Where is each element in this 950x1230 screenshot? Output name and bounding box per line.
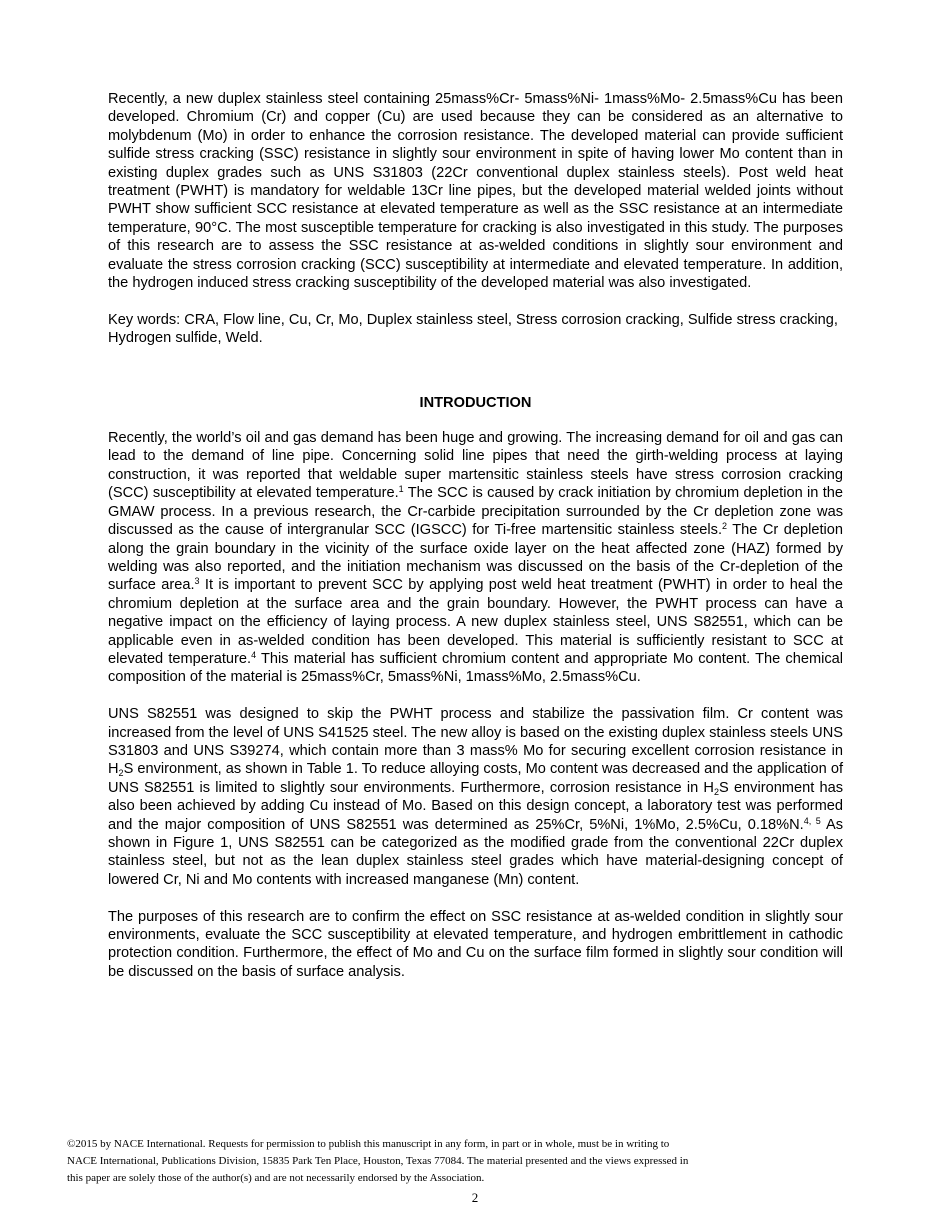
page-number: 2	[471, 1190, 479, 1205]
introduction-paragraph-1	[108, 429, 843, 687]
text-segment: It is important to prevent SCC by applying post weld heat treatment (PWHT) in order to heal the chromium depletion at the surface area and the grain boundary. However, the PWHT process can have a negative impact on the efficiency of laying process. A new duplex stainless steel, UNS S82551, which can be applicable even in as-welded condition has been developed. This material is sufficiently resistant to SCC at elevated temperature.	[108, 577, 843, 667]
copyright-footer	[67, 1136, 787, 1187]
introduction-paragraph-2	[108, 705, 843, 889]
text-segment: As shown in Figure 1, UNS S82551 can be categorized as the modified grade from the conventional 22Cr duplex stainless steel, but not as the lean duplex stainless steel grades which have material-designing concept of lowered Cr, Ni and Mo contents with increased manganese (Mn) content.	[108, 816, 844, 888]
introduction-paragraph-3: The purposes of this research are to confirm the effect on SSC resistance at as-welded condition in slightly sour environments, evaluate the SCC susceptibility at elevated temperature, and hydrogen embrittlement in cathodic protection condition. Furthermore, the effect of Mo and Cu on the surface film formed in slightly sour condition will be discussed on the basis of surface analysis.	[108, 908, 843, 980]
text-segment: S environment has also been achieved by adding Cu instead of Mo. Based on this design concept, a laboratory test was performed and the major composition of UNS S82551 was determined as 25%Cr, 5%Ni, 1%Mo, 2.5%Cu, 0.18%N.	[108, 779, 843, 833]
footer-line: ©2015 by NACE International. Requests for permission to publish this manuscript in any form, in part or in whole, must be in writing to	[67, 1138, 670, 1150]
section-heading-introduction: INTRODUCTION	[419, 394, 532, 411]
main-content	[108, 90, 843, 1000]
reference-marker: 4, 5	[803, 815, 821, 826]
text-segment: The SCC is caused by crack initiation by chromium depletion in the GMAW process. In a previous research, the Cr-carbide precipitation surrounded by the Cr depletion zone was discussed as the cause of intergranular SCC (IGSCC) for Ti-free martensitic stainless steels.	[108, 485, 843, 539]
text-segment: The Cr depletion along the grain boundary in the vicinity of the surface oxide layer on the heat affected zone (HAZ) formed by welding was also reported, and the initiation mechanism was discussed on the basis of the Cr-depletion of the surface area.	[108, 522, 843, 594]
text-segment: S environment, as shown in Table 1. To reduce alloying costs, Mo content was decreased and the application of UNS S82551 is limited to slightly sour environments. Furthermore, corrosion resistance in H	[108, 761, 843, 796]
footer-line: NACE International, Publications Division, 15835 Park Ten Place, Houston, Texas 77084. The material presented and the views expressed in	[67, 1155, 689, 1167]
reference-marker: 1	[398, 484, 404, 495]
abstract-paragraph: Recently, a new duplex stainless steel containing 25mass%Cr- 5mass%Ni- 1mass%Mo- 2.5mass%Cu has been developed. Chromium (Cr) and copper (Cu) are used because they can be considered as an alternative to molybdenum (Mo) in order to enhance the corrosion resistance. The developed material can provide sufficient sulfide stress cracking (SSC) resistance in slightly sour environment in spite of having lower Mo content than in existing duplex grades such as UNS S31803 (22Cr conventional duplex stainless steels). Post weld heat treatment (PWHT) is mandatory for weldable 13Cr line pipes, but the developed material welded joints without PWHT show sufficient SCC resistance at elevated temperature as well as the SSC resistance at an intermediate temperature, 90°C. The most susceptible temperature for cracking is also investigated in this study. The purposes of this research are to assess the SSC resistance at as-welded conditions in slightly sour environment and evaluate the stress corrosion cracking (SCC) susceptibility at intermediate and elevated temperature. In addition, the hydrogen induced stress cracking susceptibility of the developed material was also investigated.	[108, 91, 843, 292]
subscript: 2	[713, 786, 719, 797]
footer-line: this paper are solely those of the author(s) and are not necessarily endorsed by the Association.	[67, 1172, 485, 1184]
text-segment: This material has sufficient chromium content and appropriate Mo content. The chemical composition of the material is 25mass%Cr, 5mass%Ni, 1mass%Mo, 2.5mass%Cu.	[108, 650, 843, 686]
subscript: 2	[118, 768, 124, 779]
reference-marker: 2	[722, 521, 728, 532]
text-segment: UNS S82551 was designed to skip the PWHT process and stabilize the passivation film. Cr content was increased from the level of UNS S41525 steel. The new alloy is based on the existing duplex stainless steels UNS S31803 and UNS S39274, which contain more than 3 mass% Mo for securing excellent corrosion resistance in H	[108, 706, 843, 778]
reference-marker: 4	[251, 649, 257, 660]
keywords: Key words: CRA, Flow line, Cu, Cr, Mo, Duplex stainless steel, Stress corrosion cracking, Sulfide stress cracking, Hydrogen sulfide, Weld.	[108, 311, 838, 347]
reference-marker: 3	[194, 576, 200, 587]
text-segment: Recently, the world’s oil and gas demand has been huge and growing. The increasing demand for oil and gas can lead to the demand of line pipe. Concerning solid line pipes that need the girth-welding process at laying construction, it was reported that weldable super martensitic stainless steels have stress corrosion cracking (SCC) susceptibility at elevated temperature.	[108, 430, 843, 502]
